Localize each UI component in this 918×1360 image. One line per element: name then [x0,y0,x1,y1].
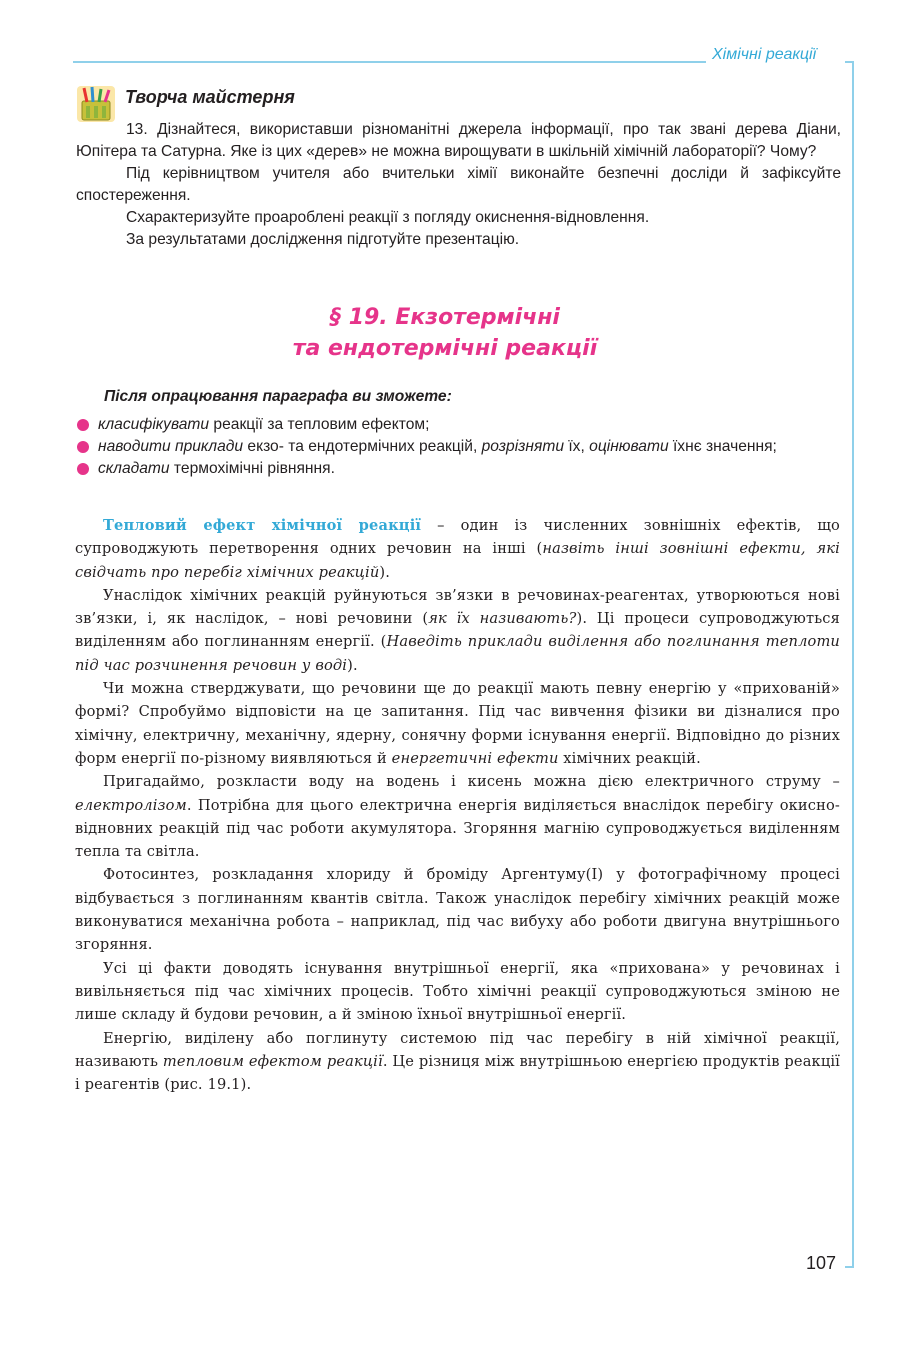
side-rule [852,61,854,1267]
body-paragraph: Унаслідок хімічних реакцій руйнуються зв’язки в речовинах-реагентах, утворюються нові зв’язки, і, як наслідок, – нові речовини (як їх називають?). Ці процеси супроводжуються виділенням або поглинанням енергії. (Наведіть приклади виділення або поглинання теплоти під час розчинення речовин у воді). [75,586,840,674]
workshop-paragraph: Під керівництвом учителя або вчительки хімії виконайте безпечні досліди й зафіксуйте спостереження. [76,165,841,204]
workshop-title: Творча майстерня [125,87,295,107]
objective-item: класифікувати реакції за тепловим ефектом; [76,414,841,436]
body-paragraph: Тепловий ефект хімічної реакції – один із численних зовнішніх ефектів, що супроводжують перетворення одних речовин на інші (назвіть інші зовнішні ефекти, які свідчать про перебіг хімічних реакцій). [75,517,840,581]
section-heading [160,302,730,364]
bullet-dot-icon [77,419,89,431]
workshop-paragraph: 13. Дізнайтеся, використавши різноманітні джерела інформації, про так звані дерева Діани, Юпітера та Сатурна. Яке із цих «дерев» не можна вирощувати в шкільній хімічній лабораторії? Чому? [76,121,841,160]
paintbrushes-in-cup-icon [76,84,116,124]
body-paragraph: Чи можна стверджувати, що речовини ще до реакції мають певну енергію у «прихованій» формі? Спробуймо відповісти на це запитання. Під час вивчення фізики ви дізналися про хімічну, електричну, механічну, ядерну, сонячну форми існування енергії. Відповідно до різних форм енергії по-різному виявляються й енергетичні ефекти хімічних реакцій. [75,680,840,767]
bullet-dot-icon [77,463,89,475]
body-paragraph: Пригадаймо, розкласти воду на водень і кисень можна дією електричного струму – електролізом. Потрібна для цього електрична енергія виділяється внаслідок перебігу окисно-відновних реакцій під час роботи акумулятора. Згоряння магнію супроводжується виділенням тепла та світла. [75,773,840,861]
running-title: Хімічні реакції [712,46,817,63]
workshop-paragraph: За результатами дослідження підготуйте презентацію. [126,231,520,248]
bullet-dot-icon [77,441,89,453]
objectives-list [76,414,841,480]
body-paragraph: Усі ці факти доводять існування внутрішньої енергії, яка «прихована» у речовинах і вивільняється під час хімічних процесів. Тобто хімічні реакції супроводжуються зміною не лише складу й будови речовин, а й зміною їхньої внутрішньої енергії. [75,959,840,1024]
key-term: Тепловий ефект хімічної реакції [103,517,422,534]
objectives-title: Після опрацювання параграфа ви зможете: [104,388,452,405]
objective-item: наводити приклади екзо- та ендотермічних реакцій, розрізняти їх, оцінювати їхнє значення; [76,436,841,458]
workshop-task [76,119,841,251]
workshop-paragraph: Схарактеризуйте проароблені реакції з погляду окиснення-відновлення. [126,209,650,226]
section-heading-line: § 19. Екзотермічні [330,305,560,330]
body-paragraph: Енергію, виділену або поглинуту системою під час перебігу в ній хімічної реакції, називають тепловим ефектом реакції. Це різниця між внутрішньою енергією продуктів реакції і реагентів (рис. 19.1). [75,1029,841,1094]
body-text [75,514,840,1096]
footer-corner-tick [845,1266,854,1268]
header-rule [73,61,706,63]
body-paragraph: Фотосинтез, розкладання хлориду й броміду Аргентуму(I) у фотографічному процесі відбувається з поглинанням квантів світла. Також унаслідок перебігу хімічних реакцій може виконуватися механічна робота – наприклад, під час вибуху або роботи двигуна внутрішнього згоряння. [75,866,840,954]
objective-item: складати термохімічні рівняння. [76,458,841,480]
task-number: 13. [126,121,148,138]
section-heading-line: та ендотермічні реакції [292,336,598,361]
page-number: 107 [806,1253,837,1273]
